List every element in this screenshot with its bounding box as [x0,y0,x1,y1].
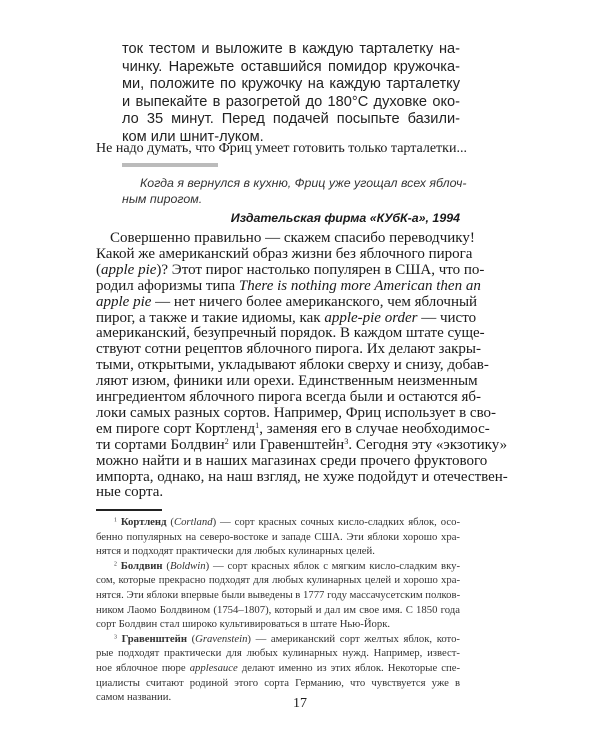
text-segment: Gravenstein [195,632,248,645]
text-segment: ное яблочное пюре [96,662,190,674]
text-line [122,42,460,57]
text-line [96,325,485,342]
text-segment: — чисто [417,309,477,326]
text-segment: делают именно из этих яблок. Некоторые спе- [237,662,460,674]
footnote-mark: 1 [114,517,117,524]
text-segment: или Гравенштейн [228,436,345,453]
text-segment: тыми, открытыми, укладывают яблоки сверху и снизу, добав- [96,357,489,374]
text-line [96,420,490,437]
decorative-strip [122,163,218,167]
text-line [96,245,473,262]
text-segment: бенно популярных на северо-востоке и западе США. Эти яблоки хорошо хра- [96,530,460,543]
text-segment: ло 35 минут. Перед подачей посыпьте базили- [122,111,460,128]
text-line [96,230,475,246]
text-segment: apple-pie order [324,309,418,326]
text-segment: )? Этот пирог настолько популярен в США, что по- [156,261,485,278]
footnote-mark: 3 [344,436,349,446]
text-segment: Когда я вернулся в кухню, Фриц уже угощал всех яблоч- [140,176,467,190]
text-segment: американский, безупречный порядок. В каждом штате суще- [96,325,485,342]
text-line [140,176,467,190]
text-line [96,517,460,528]
text-line [122,60,460,75]
text-line [96,404,497,421]
text-line [122,193,460,205]
text-line [96,485,460,500]
text-segment: чинку. Нарежьте оставшийся помидор кружочка- [122,58,460,75]
footnote-mark: 2 [224,436,229,446]
text-segment: ( [166,516,174,528]
text-segment: сом, которые прекрасно подходят для любых кулинарных целей и хорошо хра- [96,574,460,587]
text-segment: ) — сорт красных сочных кисло-сладких яблок, осо- [212,516,461,528]
text-line [96,532,460,543]
text-segment: импорта, однако, на наш взгляд, не хуже подойдут и отечествен- [96,468,508,485]
text-segment: apple pie [96,293,152,310]
text-line [96,663,460,674]
text-segment: ( [162,559,170,572]
text-segment: и выпекайте в разогретой до 180°С духовке око- [122,93,460,110]
text-line [96,261,485,278]
text-line [96,546,460,557]
text-segment: ником Лаомо Болдвином (1754–1807), который и дал им свое имя. С 1850 года [96,603,460,616]
epigraph-source: Издательская фирма «КУбК-а», 1994 [230,211,460,225]
text-line [96,452,488,469]
text-segment: Гравенштейн [121,632,187,645]
text-line [96,389,481,405]
text-line [96,277,481,294]
text-segment: нятся. Эти яблоки впервые были выведены в 1777 году массачусетским полков- [96,589,461,601]
text-line [96,373,478,390]
text-segment: — нет ничего более американского, чем яблочный [151,293,478,310]
text-line [96,678,460,689]
text-segment: сорт Болдвин стал широко культивироваться в штате Нью-Йорк. [96,618,391,631]
text-segment: ные сорта. [96,484,164,501]
text-segment: Какой же американский образ жизни без яблочного пирога [96,245,473,262]
text-segment: apple pie [101,261,157,278]
text-segment: Cortland [173,516,213,528]
text-segment: , заменяя его в случае необходимос- [259,420,490,437]
text-segment: ствуют сотни рецептов яблочного пирога. Их делают закры- [96,341,481,358]
text-segment: пирог, а также и такие идиомы, как [96,309,325,326]
text-segment: ток тестом и выложите в каждую тарталетку на- [122,41,460,57]
text-line [96,436,508,453]
section-heading: Не надо думать, что Фриц умеет готовить только тарталетки... [96,141,467,156]
text-segment: циалисты считают родиной этого сорта Германию, что чувствуется уже в [96,676,460,689]
text-segment: applesauce [189,662,238,674]
page-number: 17 [293,696,307,711]
text-line [96,309,477,326]
text-line [96,575,460,586]
text-segment: ти сортами Болдвин [96,436,225,453]
text-segment: ) — американский сорт желтых яблок, кото- [247,632,460,645]
text-line [96,605,460,616]
text-line [122,77,460,92]
text-segment: можно найти и в наших магазинах среди прочего фруктового [96,452,488,469]
footnote-mark: 2 [114,561,117,568]
text-line [96,590,460,601]
text-segment: Boldwin [169,559,206,572]
text-line [122,95,460,110]
text-segment: Совершенно правильно — скажем спасибо переводчику! [110,230,475,246]
text-line [96,293,478,310]
text-segment: ным пирогом. [122,191,203,206]
footnote-mark: 3 [114,634,117,641]
text-segment: рые подходят практически для любых кулинарных нужд. Например, извест- [96,647,460,660]
text-line [96,341,481,358]
text-line [96,619,460,630]
text-line [96,468,508,485]
text-segment: ингредиентом яблочного пирога всегда были и остаются яб- [96,389,481,405]
text-segment: ) — сорт красных яблок с мягким кисло-сладким вку- [205,559,461,572]
footnote-divider [96,509,162,511]
text-line [96,357,489,374]
text-segment: ком или шнит-луком. [122,129,264,145]
text-line [96,648,460,659]
text-segment: There is nothing more American then an [238,277,481,294]
text-line [122,112,460,127]
text-segment: нятся и подходят практически для любых кулинарных целей. [96,545,375,558]
footnote-mark: 1 [255,420,260,430]
text-segment: ми, положите по кружочку на каждую тарталетку [122,76,460,93]
text-segment: ем пироге сорт Кортленд [96,420,256,437]
text-segment: самом названии. [96,691,172,704]
text-segment: . Сегодня эту «экзотику» [348,436,508,453]
text-segment: ( [186,632,196,645]
text-line [96,634,460,645]
text-segment: ляют изюм, финики или орехи. Единственным неизменным [96,373,478,390]
text-segment: Болдвин [120,559,163,572]
text-segment: Кортленд [120,516,167,528]
text-segment: локи самых разных сортов. Например, Фриц использует в сво- [96,404,497,421]
text-segment: ( [96,261,101,278]
text-line [96,561,460,572]
text-segment: родил афоризмы типа [96,277,239,294]
